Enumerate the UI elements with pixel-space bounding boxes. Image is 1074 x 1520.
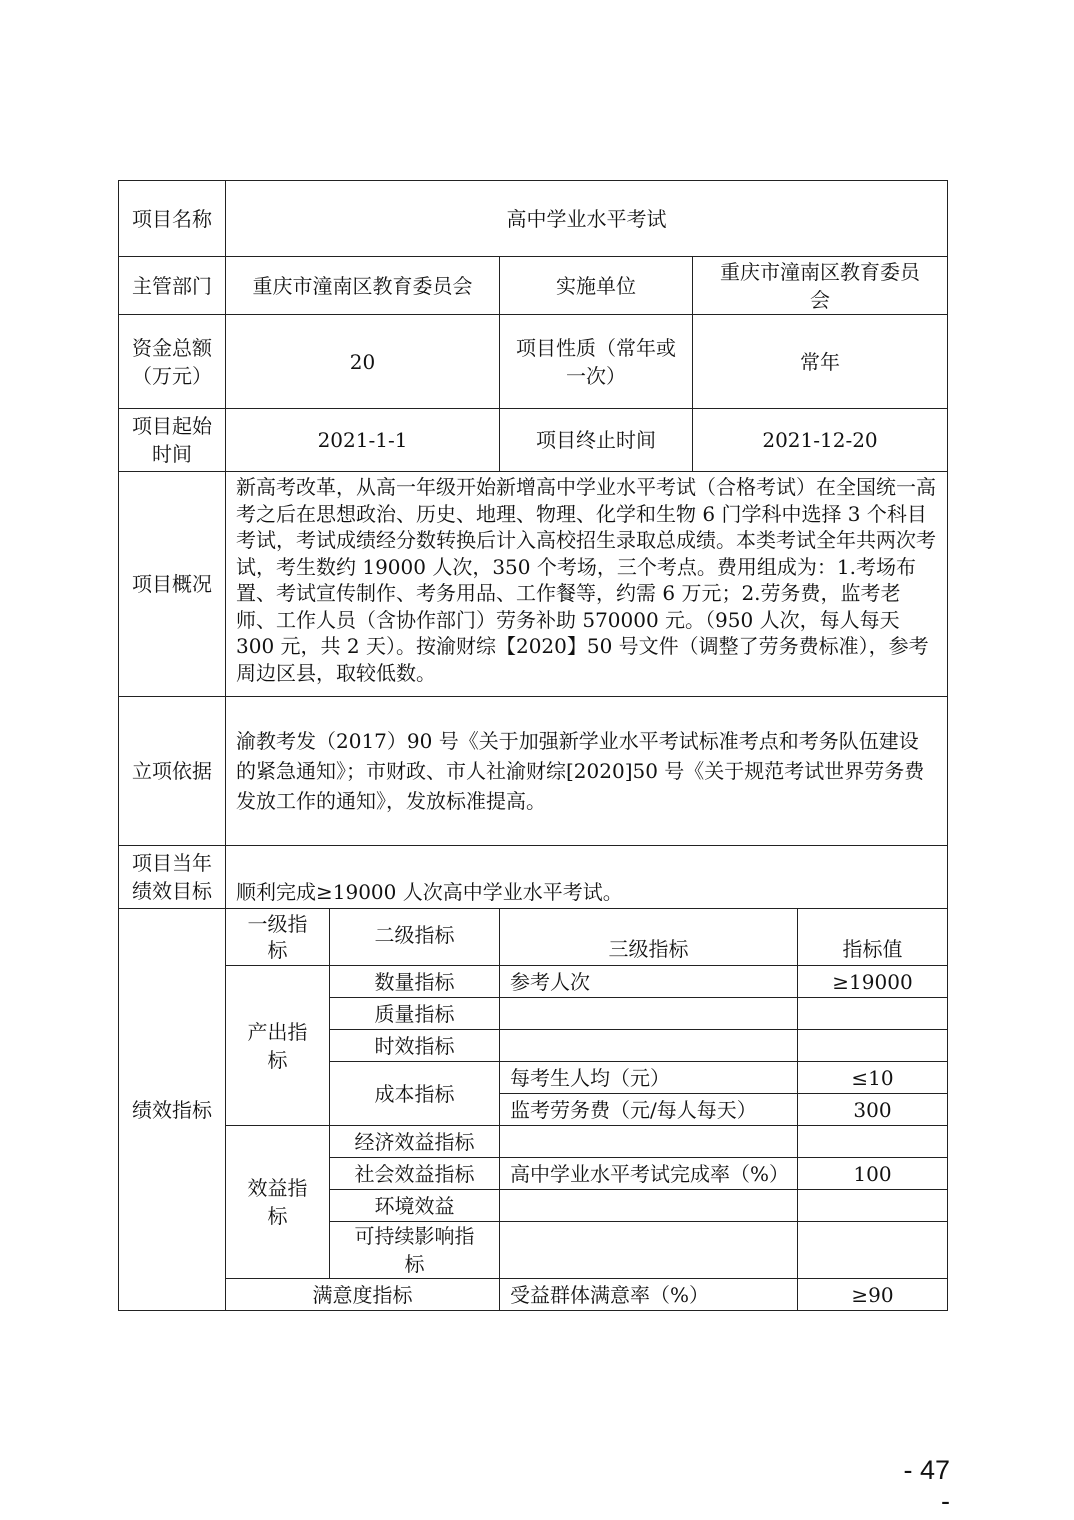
cost2-value: 300 <box>797 1093 948 1126</box>
quality-l3 <box>499 997 798 1030</box>
benefit-indicator-label: 效益指标 <box>225 1125 330 1279</box>
nature-value: 常年 <box>692 314 948 409</box>
economic-value <box>797 1125 948 1158</box>
nature-label: 项目性质（常年或一次） <box>499 314 693 409</box>
project-name-label: 项目名称 <box>118 180 226 257</box>
economic-l2: 经济效益指标 <box>329 1125 500 1158</box>
overview-text: 新高考改革，从高一年级开始新增高中学业水平考试（合格考试）在全国统一高考之后在思想政治、历史、地理、物理、化学和生物 6 门学科中选择 3 个科目考试，考试成绩经分数转换后计入高校招生录取总成绩。本类考试全年共两次考试，考生数约 19000 人次，350 个考场，三个考点。费用组成为：1.考场布置、考试宣传制作、考务用品、工作餐等，约需 6 万元；2.劳务费，监考老师、工作人员（含协作部门）劳务补助 570000 元。（950 人次，每人每天 300 元，共 2 天）。按渝财综【2020】50 号文件（调整了劳务费标准），参考周边区县，取较低数。 <box>225 471 948 697</box>
quantity-l3: 参考人次 <box>499 965 798 998</box>
cost2-l3: 监考劳务费（元/每人每天） <box>499 1093 798 1126</box>
output-indicator-label: 产出指标 <box>225 965 330 1126</box>
quality-l2: 质量指标 <box>329 997 500 1030</box>
project-table <box>118 180 948 1311</box>
page-number: - 47 - <box>903 1455 950 1516</box>
quantity-l2: 数量指标 <box>329 965 500 998</box>
timeliness-l2: 时效指标 <box>329 1029 500 1062</box>
goal-text: 顺利完成≥19000 人次高中学业水平考试。 <box>225 845 948 909</box>
fund-value: 20 <box>225 314 500 409</box>
quantity-value: ≥19000 <box>797 965 948 998</box>
sustain-l2: 可持续影响指标 <box>329 1221 500 1279</box>
satisfaction-value: ≥90 <box>797 1278 948 1311</box>
header-level1: 一级指标 <box>225 908 330 966</box>
start-label: 项目起始时间 <box>118 408 226 472</box>
fund-label: 资金总额（万元） <box>118 314 226 409</box>
satisfaction-label: 满意度指标 <box>225 1278 500 1311</box>
perf-label: 绩效指标 <box>118 908 226 1311</box>
dept-label: 主管部门 <box>118 256 226 315</box>
social-value: 100 <box>797 1157 948 1190</box>
cost1-value: ≤10 <box>797 1061 948 1094</box>
goal-label: 项目当年绩效目标 <box>118 845 226 909</box>
header-level2: 二级指标 <box>329 908 500 966</box>
header-value: 指标值 <box>797 908 948 966</box>
economic-l3 <box>499 1125 798 1158</box>
end-value: 2021-12-20 <box>692 408 948 472</box>
environment-l2: 环境效益 <box>329 1189 500 1222</box>
cost1-l3: 每考生人均（元） <box>499 1061 798 1094</box>
dept-value: 重庆市潼南区教育委员会 <box>225 256 500 315</box>
basis-label: 立项依据 <box>118 696 226 846</box>
overview-label: 项目概况 <box>118 471 226 697</box>
start-value: 2021-1-1 <box>225 408 500 472</box>
basis-text: 渝教考发（2017）90 号《关于加强新学业水平考试标准考点和考务队伍建设的紧急通知》；市财政、市人社渝财综[2020]50 号《关于规范考试世界劳务费发放工作的通知》，发放标准提高。 <box>225 696 948 846</box>
sustain-value <box>797 1221 948 1279</box>
environment-value <box>797 1189 948 1222</box>
cost-l2: 成本指标 <box>329 1061 500 1126</box>
impl-value: 重庆市潼南区教育委员会 <box>692 256 948 315</box>
quality-value <box>797 997 948 1030</box>
environment-l3 <box>499 1189 798 1222</box>
social-l3: 高中学业水平考试完成率（%） <box>499 1157 798 1190</box>
end-label: 项目终止时间 <box>499 408 693 472</box>
timeliness-value <box>797 1029 948 1062</box>
header-level3: 三级指标 <box>499 908 798 966</box>
social-l2: 社会效益指标 <box>329 1157 500 1190</box>
impl-label: 实施单位 <box>499 256 693 315</box>
satisfaction-l3: 受益群体满意率（%） <box>499 1278 798 1311</box>
sustain-l3 <box>499 1221 798 1279</box>
project-name-value: 高中学业水平考试 <box>225 180 948 257</box>
timeliness-l3 <box>499 1029 798 1062</box>
